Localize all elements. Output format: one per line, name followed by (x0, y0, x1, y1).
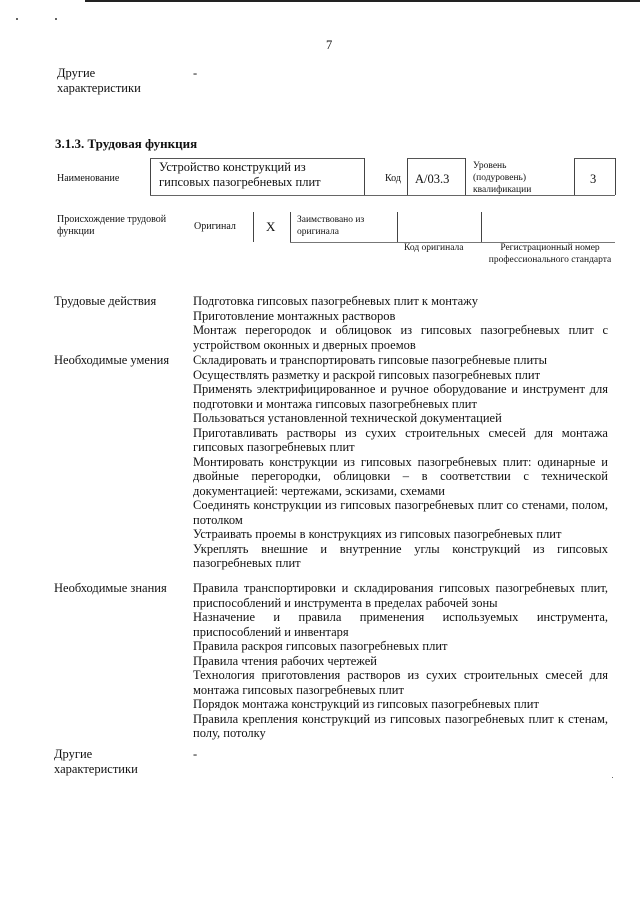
required-knowledge-label: Необходимые знания (54, 581, 167, 595)
bottom-other-value: - (193, 747, 198, 761)
knowledge-item: Правила раскроя гипсовых пазогребневых плит (193, 639, 448, 653)
required-knowledge-list (193, 581, 608, 741)
level-label: Уровень (подуровень) квалификации (473, 161, 532, 195)
borrowed-label: Заимствовано из оригинала (297, 215, 365, 237)
borrowed-box-right (397, 212, 398, 242)
original-mark: X (266, 219, 276, 234)
code-box-left (407, 158, 408, 195)
name-label: Наименование (57, 173, 120, 184)
labor-actions-label: Трудовые действия (54, 294, 157, 308)
scan-speck (612, 777, 613, 778)
code-box-top (407, 158, 465, 159)
top-border-line (85, 0, 640, 2)
scan-speck (16, 18, 18, 20)
original-box-left (253, 212, 254, 242)
code-original-label: Код оригинала (404, 243, 464, 253)
name-box-top (150, 158, 364, 159)
skill-item: Складировать и транспортировать гипсовые пазогребневые плиты (193, 353, 547, 367)
skill-item: Применять электрифицированное и ручное оборудование и инструмент для подготовки и монтажа гипсовых пазогребневых плит (193, 382, 608, 411)
section-heading: 3.1.3. Трудовая функция (55, 136, 198, 151)
knowledge-item: Правила чтения рабочих чертежей (193, 653, 377, 668)
skill-item: Монтировать конструкции из гипсовых пазогребневых плит: одинарные и двойные перегородки, облицовки – в соответствии с технической документацией: чертежами, эскизами, схемами (193, 454, 608, 498)
knowledge-item: Правила крепления конструкций из гипсовых пазогребневых плит к стенам, полу, потолку (193, 711, 608, 740)
knowledge-item: Технология приготовления растворов из сухих строительных смесей для монтажа гипсовых пазогребневых плит (193, 668, 608, 697)
skill-item: Соединять конструкции из гипсовых пазогребневых плит со стенами, полом, потолком (193, 498, 608, 527)
level-value: 3 (590, 172, 597, 186)
labor-action-item: Монтаж перегородок и облицовок из гипсовых пазогребневых плит с устройством оконных и дверных проемов (193, 323, 608, 352)
required-skills-list (193, 353, 608, 571)
labor-actions-list (193, 294, 608, 352)
required-skills-label: Необходимые умения (54, 353, 170, 367)
skill-item: Устраивать проемы в конструкциях из гипсовых пазогребневых плит (193, 527, 562, 541)
scan-speck (55, 18, 57, 20)
original-label: Оригинал (194, 221, 236, 232)
name-value: Устройство конструкций из гипсовых пазогребневых плит (159, 160, 321, 189)
name-box-left (150, 158, 151, 195)
bottom-other-label: Другие характеристики (54, 747, 138, 776)
origin-label: Происхождение трудовой функции (57, 214, 167, 237)
knowledge-item: Правила транспортировки и складирования гипсовых пазогребневых плит, приспособлений и инструмента в пределах рабочей зоны (193, 581, 608, 610)
level-box-top (574, 158, 615, 159)
labor-action-item: Приготовление монтажных растворов (193, 308, 396, 323)
page-number: 7 (326, 38, 333, 52)
name-box-right (364, 158, 365, 195)
code-box-right (465, 158, 466, 195)
level-box-right (615, 158, 616, 195)
top-other-value: - (193, 66, 198, 80)
code-value: A/03.3 (415, 172, 450, 186)
original-box-right (290, 212, 291, 242)
knowledge-item: Назначение и правила применения используемых инструмента, приспособлений и инвентаря (193, 610, 608, 639)
skill-item: Укреплять внешние и внутренние углы конструкций из гипсовых пазогребневых плит (193, 541, 608, 570)
labor-action-item: Подготовка гипсовых пазогребневых плит к монтажу (193, 294, 479, 308)
skill-item: Осуществлять разметку и раскрой гипсовых пазогребневых плит (193, 367, 541, 382)
code-original-divider (481, 212, 482, 242)
reg-number-label: Регистрационный номер профессионального стандарта (488, 243, 612, 265)
level-box-left (574, 158, 575, 195)
skill-item: Пользоваться установленной технической документацией (193, 411, 502, 425)
code-label: Код (385, 173, 401, 184)
skill-item: Приготавливать растворы из сухих строительных смесей для монтажа гипсовых пазогребневых плит (193, 425, 608, 454)
top-other-label: Другие характеристики (57, 66, 141, 95)
knowledge-item: Порядок монтажа конструкций из гипсовых пазогребневых плит (193, 697, 539, 711)
